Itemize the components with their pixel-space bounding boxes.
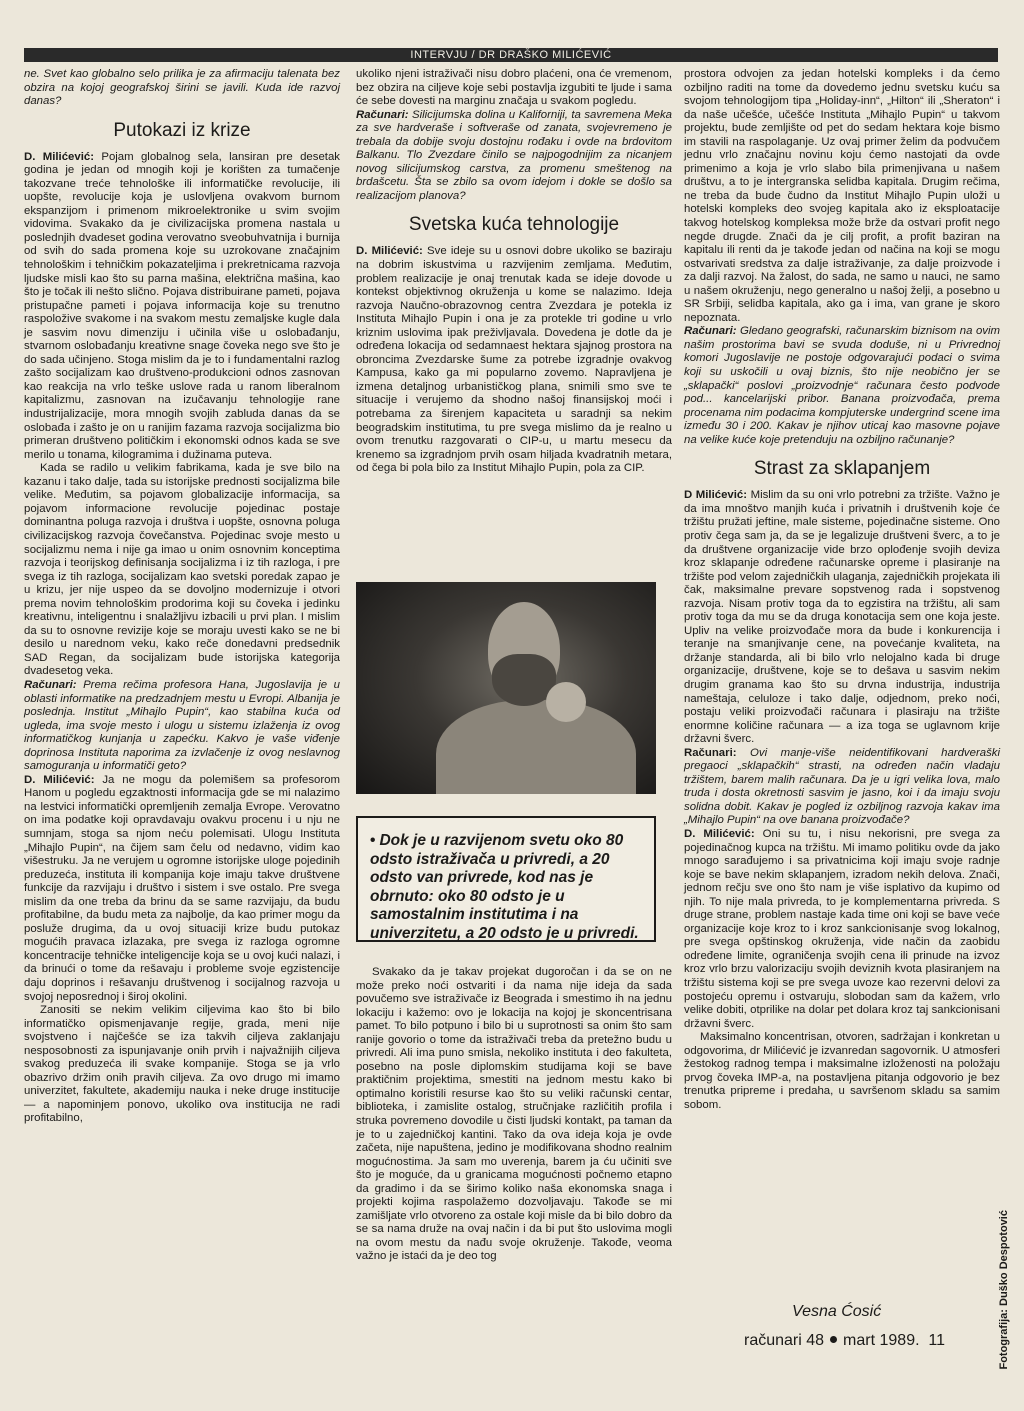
magazine-issue: računari 48 <box>744 1332 825 1349</box>
bullet-icon: • <box>370 832 376 849</box>
speaker-label: D. Milićević: <box>24 150 95 163</box>
pull-quote <box>356 816 656 942</box>
page-number: 11 <box>928 1332 946 1349</box>
answer-text: Mislim da su oni vrlo potrebni za tržište. Važno je da ima mnoštvo manjih kuća i privatnih i društvenih koje će tržištu pružati jeftine, male sisteme, pojedinačne sisteme. Ono protiv čega sam ja, da se je legalizuje društveni šverc, a to je da društvene organizacije vide brzo oplođenje svojih deviza kroz sklapanje određene računarske opreme i plasiranje na tržište pod velom zajedničkih ulaganja, zajedničkih projekata ili čak, maksimalne prevare sopstvenog rada i sopstvenog razvoja. Nisam protiv toga da to egzistira na tržištu, ali sam protiv toga da mu se da druga konotacija sem one koja jeste. Upliv na velike proizvođače mora da bude i konkurencija i teranje na smanjivanje cene, na povećanje kvaliteta, na držanje standarda, ali bi bilo vrlo nelojalno kada bi druge organizacije, društvene, koje se to dešava u sasvim nekim drugim granama kao što su drvna industrija, industrija nameštaja, celuloze i tako dalje, odjednom, preko noći, postaju veliki proizvođači računara i plasiraju na tržište enormne količine računara — a iza toga se uglavnom krije državni šverc. <box>684 489 1000 746</box>
pull-quote-text: Dok je u razvijenom svetu oko 80 odsto istraživača u privredi, a 20 odsto van privrede, kod nas je obrnuto: oko 80 odsto je u samostalnim institutima i na univerzitetu, a 20 odsto je u privredi. <box>370 832 639 942</box>
question-text: Silicijumska dolina u Kaliforniji, ta savremena Meka za sve hardveraše i softveraše od zanata, svojevremeno je trebala da dobije svoju dostojnu rođaku i ovde na brdovitom Balkanu. Tlo Zvezdare činilo se najpogodnijim za nicanjem novog silicijumskog carstva, za promenu smeštenog na brdašcetu. Šta se zbilo sa ovom idejom i dokle se došlo sa realizacijom planova? <box>356 108 672 202</box>
question-text: Ovi manje-više neidentifikovani hardveraški pregaoci „sklapačkih“ strasti, na određen način vladaju tržištem, barem malih računara. Da je u igri velika lova, malo truda i dosta okretnosti sasvim je jasno, koi i da imaju svoju solidna dobit. Kakav je pogled iz ozbiljnog razvoja kakav ima „Mihajlo Pupin“ na ove banana proizvođače? <box>684 746 1000 827</box>
subheading-svetska-kuca: Svetska kuća tehnologije <box>408 214 620 236</box>
answer-paragraph <box>24 774 340 1004</box>
paragraph: ukoliko njeni istraživači nisu dobro plaćeni, ona će vremenom, bez obzira na ciljeve koje sebi postavlja izgubiti te ljude i sama će sebe dovesti na marginu značaja u svakom pogledu. <box>356 68 672 108</box>
question-paragraph <box>356 109 672 204</box>
paragraph: Kada se radilo u velikim fabrikama, kada je sve bilo na kazanu i tako dalje, tada su istorijske prednosti socijalizma bile velike. Međutim, sa pojavom globalizacije informacija, sa pojavom informacione revolucije pojedinac postaje dominantna poluga razvoja i društva i uopšte, osnovna poluga civilizacijskog razvoja čovečanstva. Pojedinac svoje mesto u socijalizmu nema i nije ga imao u onim osnovnim konceptima razvoja i teorijskog definisanja socijalizma i iz tih razloga, i pre svega iz tih razloga, socijalizam kao svetski poredak zapao je u krizu, jer nije uspeo da se dovoljno modernizuje i otvori prema novim tehnološkim prodorima koji su čoveka i jedinku kreativnu, inteligentnu i snalažljivu izbacili u prvi plan. I mislim da su to osnovne revizije koje se moraju uvesti kako se ne bi desilo u narednom veku, kako reče donedavni predsednik SAD Regan, da socijalizam bude istorijska kategorija dvadesetog veka. <box>24 462 340 678</box>
issue-date: mart 1989. <box>843 1332 920 1349</box>
answer-paragraph <box>684 489 1000 746</box>
closing-paragraph: Maksimalno koncentrisan, otvoren, sadržajan i konkretan u odgovorima, dr Milićević je izvanredan sagovornik. U atmosferi žestokog radnog tempa i maksimalne izloženosti na položaju prvog čoveka IMP-a, na postavljena pitanja odgovorio je bez trenutka pripreme i predaha, u savršenom skladu sa samim sobom. <box>684 1031 1000 1111</box>
author-signature: Vesna Ćosić <box>792 1303 882 1320</box>
speaker-label: D. Milićević: <box>24 773 95 786</box>
speaker-label: D. Milićević: <box>684 827 755 840</box>
paragraph: prostora odvojen za jedan hotelski kompleks i da ćemo ozbiljno raditi na tome da dovedemo jednu svetsku kuću sa svojom tehnologijom tipa „Holiday-inn“, „Hilton“ ili „Sheraton“ i da naše učešće, učešće Instituta „Mihajlo Pupin“ u takvom projektu, bude zemljište od pet do sedam hektara koje bismo im stavili na raspolaganje. Uz ovaj primer želim da podvučem jednu vrlo značajnu novinu koju ćemo nastojati da ovde primenimo a koja je vrlo slabo bila primenjivana u našem društvu, a to je intergranska selidba kapitala. Drugim rečima, ne treba da bude čudno da Institut Mihajlo Pupin uloži u hotelski kompleks deo svojeg kapitala ako iz eksploatacije takvog hotelskog kompleksa može brže da ostvari profit nego negde drugde. Znači da je cilj profit, a profit baziran na kapitalu ili renti da je takođe jedan od načina na koji se mogu ostvarivati sredstva za dalje istraživanje, za dalje proizvode i za dalji razvoj. Na žalost, do sada, ne samo u nauci, ne samo u našem okruženju, nego generalno u našoj želji, a posebno u SR Srbiji, selidba kapitala, ako ga i ima, van grane je skoro nepoznata. <box>684 68 1000 324</box>
question-paragraph <box>24 679 340 774</box>
speaker-label: D. Milićević: <box>356 245 423 258</box>
question-paragraph <box>684 325 1000 447</box>
answer-paragraph <box>356 245 672 475</box>
subheading-putokazi: Putokazi iz krize <box>113 119 251 141</box>
question-text: Prema rečima profesora Hana, Jugoslavija je u oblasti informatike na predzadnjem mestu u Evropi. Albanija je poslednja. Institut „Mihajlo Pupin“, kao stabilna kuća od ugleda, ima svoje mesto i ulogu u sistemu izlaženja iz ovog informatičkog kunjanja u zapećku. Kakvo je vaše viđenje doprinosa Instituta naporima za izvlačenje iz ovog neslavnog samoguranja u informatiči geto? <box>24 678 340 773</box>
page-footer <box>744 1331 994 1351</box>
photo-figure-hand <box>546 682 586 722</box>
section-header: INTERVJU / DR DRAŠKO MILIĆEVIĆ <box>24 48 998 62</box>
intro-question: ne. Svet kao globalno selo prilika je za afirmaciju talenata bez obzira na kojoj geografskoj širini se javili. Kuda ide razvoj danas? <box>24 68 340 108</box>
speaker-label: Računari: <box>24 678 77 691</box>
answer-paragraph <box>684 828 1000 1031</box>
portrait-photo <box>356 582 656 794</box>
subheading-strast: Strast za sklapanjem <box>753 458 931 480</box>
answer-text: Pojam globalnog sela, lansiran pre desetak godina je jedan od mnogih koji je korišten za tumačenje takozvane treće tehnološke ili informatičke revolucije, ili uopšte, revolucije koja je uslovljena ovakvom burnom ekspanzijom i primenom mikroelektronike u svim svojim vidovima. Svakako da je civilizacijska promena nastala u poslednjih dvadeset godina verovatno sveobuhvatnija i burnija od svih do sada promena koje su uzrokovane značajnim tehnološkim i tehničkim pokazateljima i prekretnicama razvoja ljudske misli kao što su parna mašina, električna mašina, kao što je točak ili nešto slično. Pojava distribuirane pameti, pojava pristupačne pameti i pojava informacija koje su trenutno raspoložive svakome i na svakom mestu zemaljske kugle dala je sasvim novu dimenziju i učinila više u oslobađanju, stvarnom oslobađanju kreativne snage čoveka nego sve što je do sada učinjeno. Stoga mislim da je to i fundamentalni razlog zašto socijalizam kao društveno-produkcioni odnos zasnovan kao reakcija na vrlo teške uslove rada u ranom liberalnom kapitalizmu, zasnovan na izučavanju tehnologije rane industrijalizacije, mora mnogih svojih zabluda danas da se oslobađa i zašto je on u ranijim fazama razvoja socijalizma bio primeran društveno političkim i ekonomski odnos kada se sve merilo u tonama, kilogramima i dužinama puteva. <box>24 150 340 461</box>
photo-credit: Fotografija: Duško Despotović <box>998 1210 1010 1370</box>
answer-paragraph <box>24 151 340 463</box>
photo-figure-body <box>436 700 636 794</box>
answer-text: Ja ne mogu da polemišem sa profesorom Hanom u pogledu egzaktnosti informacija gde se mi nalazimo na lestvici informatički opremljenih zemalja Evrope. Verovatno on ima podatke koji opravdavaju ovakvu procenu i u nju ne sumnjam, stoga sa njom neću polemisati. Ulogu Instituta „Mihajlo Pupin“, na čijem sam čelu od nedavno, vidim kao višestruku. Ja ne verujem u ogromne istorijske uloge pojedinih preduzeća, instituta ili kompanija koje imaju takve društvene funkcije da razvijaju i društvo i sistem i sve ostalo. Pre svega mislim da one treba da brinu da se same razvijaju, da budu profitabilne, da budu meta za najbolje, da kao primer mogu da posluže drugima, da u ovoj situaciji krize budu putokaz mogućih pravaca izlazaka, pre svega iz razloga ogromne koncentracije tehničke inteligencije koja se u ovoj kući nalazi, i da brinući o tome da rešavaju i probleme svoje egzistencije daju doprinos i rešavanju društvenog i socijalnog razvoja u svojoj neposrednoj i široj okolini. <box>24 773 340 1003</box>
paragraph: Svakako da je takav projekat dugoročan i da se on ne može preko noći ostvariti i da nama nije ideja da sada povučemo sve istraživače iz Beograda i smestimo ih na jednu lokaciju i kažemo: ovo je lokacija na kojoj je skoncentrisana pamet. To bilo potpuno i bilo bi u suprotnosti sa onim što sam ranije govorio o tome da istraživači treba da pretežno budu u privredi. Ali ima puno smisla, nekoliko instituta i deo fakulteta, posebno na posle diplomskim studijama koji se bave praktičnim projektima, smestiti na jednom mestu kako bi optimalno koristili resurse kao što su veliki računski centar, biblioteka, i zamislite ostalog, stručnjake različitih profila i struka povremeno dovodile u čisti ljudski kontakt, pa taman da je to u zajedničkoj kantini. Tako da ova ideja koja je ovde začeta, nije napuštena, jedino je modifikovana shodno realnim mogućnostima. Ja sam mo uverenja, barem ja ću učiniti sve što je moguće, da u granicama mogućnosti počnemo etapno da gradimo i da se širimo koliko naša ekonomska snaga i projekti kojima raspolažemo dozvoljavaju. Takođe se mi zamišljate vrlo otvoreno za ostale koji misle da bi bilo dobro da se sa nama druže na ovaj način i da bi put što uslovima mogli na ovom mestu da nađu svoje okruženje. Takođe, veoma važno je istaći da je deo tog <box>356 966 672 1263</box>
column-3 <box>684 68 1000 1112</box>
answer-text: Oni su tu, i nisu nekorisni, pre svega za pojedinačnog kupca na tržištu. Mi imamo politiku ovde da jako mnogo sarađujemo i sa privatnicima koji imaju svoje radnje koje se bave nekim sklapanjem, izradom nekih delova. Znači, jednom rečju sve ono što nam je više isplativo da kupimo od njih. To nije mala privreda, to je komplementarna privreda. S druge strane, problem nastaje kada time oni koji se bave veće organizacije koje kroz to i kroz sankcionisanje svog lokalnog, pre svega opštinskog okruženja, vide način da zaobidu određene limite, ograničenja svojih cena ili prinude na izvoz kroz vrlo brzu valorizaciju svojih deviznih kvota plasiranjem na tržištu sistema koji se pre svega uvoze kao rezervni delovi za postojeću opremu i ostvaruju, slobodan sam da kažem, vrlo velike dobiti, otprilike na dolar pet dolara kroz taj sankcionisani državni šverc. <box>684 827 1000 1030</box>
question-paragraph <box>684 747 1000 828</box>
column-1 <box>24 68 340 1126</box>
speaker-label: Računari: <box>356 108 409 121</box>
speaker-label: Računari: <box>684 746 737 759</box>
paragraph: Zanositi se nekim velikim ciljevima kao što bi bilo informatičko opismenjavanje regije, grada, meni nije svojstveno i najčešće se iza takvih ciljeva zaklanjaju nesposobnosti za ispunjavanje onih prvih i najvažnijih ciljeva svakog preduzeća ili svake kompanije. Stoga se ja vrlo obazrivo držim onih pravih ciljeva. Za ovo drugo mi imamo univerzitet, fakultete, akademiju nauka i neke druge institucije — a napominjem ponovo, ukoliko ova institucija ne radi profitabilno, <box>24 1004 340 1125</box>
speaker-label: Računari: <box>684 325 737 338</box>
column-2 <box>356 68 672 476</box>
speaker-label: D Milićević: <box>684 489 748 502</box>
answer-text: Sve ideje su u osnovi dobre ukoliko se baziraju na dobrim iskustvima u razvijenim zemljama. Međutim, problem realizacije je onaj trenutak kada se ideje dovode u kontekst objektivnog okruženja u kome se nalazimo. Ideja razvoja Naučno-obrazovnog centra Zvezdara je potekla iz Instituta Mihajlo Pupin i ona je za protekle tri godine u vrlo kriznim uslovima ipak preživljavala. Dovedena je dotle da je određena lokacija od sedamnaest hektara sjajnog prostora na obroncima Zvezdarske šume za potrebe izgradnje ovakvog Kampusa, kako ga mi popularno zovemo. Napravljena je izmena detaljnog urbanističkog plana, snimili smo sve te situacije i verujemo da shodno našoj finansijskoj moći i potrebama za širenjem kapaciteta u saradnji sa nekim beogradskim institutima, tu pre svega mislimo da je realno u ovom trenutku razgovarati o CIP-u, u martu mesecu da krenemo sa izgradnjom prvih osam hiljada kvadratnih metara, od čega bi pola bilo za Institut Mihajlo Pupin, pola za CIP. <box>356 245 672 475</box>
question-text: Gledano geografski, računarskim biznisom na ovim našim prostorima bavi se svuda doduše, ni u Privrednoj komori Jugoslavije ne postoje odgovarajući podaci o svima koji su uskočili u ovaj biznis, što nije neobično jer se „sklapački“ poslovi „proizvodnje“ računara često podvode pod... kancelarijski pribor. Banana proizvođača, prema procenama nim podacima kompjuterske undergrind scene ima između 30 i 200. Kakav je njihov uticaj kao masovne pojave na velike kuće koje pretenduju na ozbiljno računanje? <box>684 325 1000 446</box>
column-2-continued <box>356 966 672 1264</box>
bullet-icon <box>830 1336 837 1343</box>
